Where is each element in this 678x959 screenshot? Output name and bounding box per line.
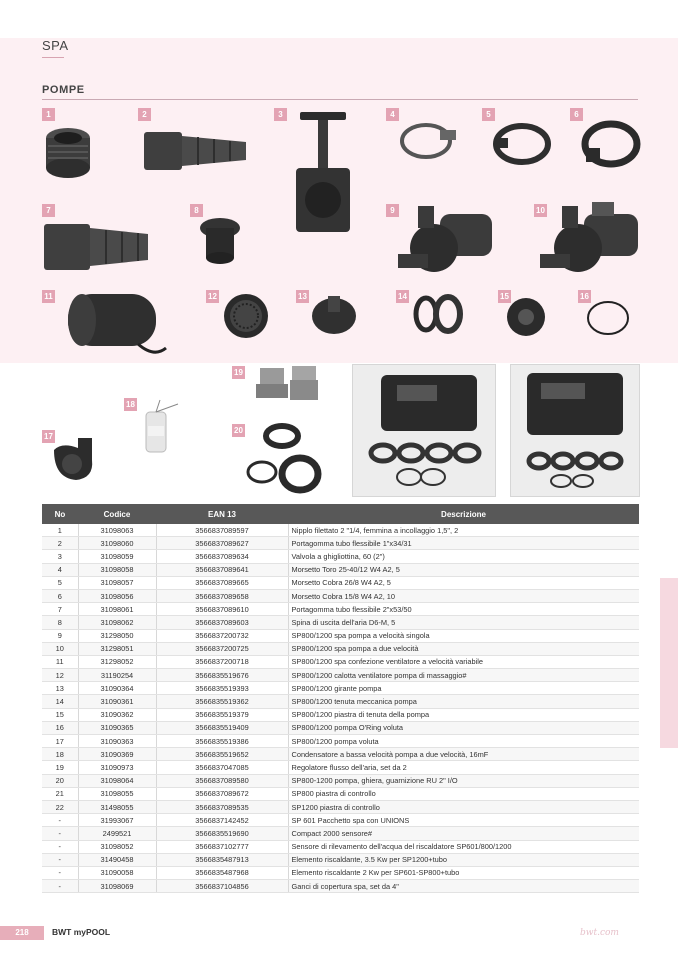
hose-barb-2-image: [40, 218, 152, 276]
union-nut-gasket-image: [244, 422, 324, 498]
cell-description: SP800/1200 spa confezione ventilatore a velocità variabile: [288, 655, 639, 668]
cell-description: SP800/1200 calotta ventilatore pompa di massaggio#: [288, 669, 639, 682]
single-speed-pump-image: [396, 200, 496, 280]
sp800-control-photo: [352, 364, 496, 497]
table-row: [42, 774, 639, 787]
cell-code: 31090362: [78, 708, 156, 721]
air-outlet-plug-image: [196, 214, 244, 266]
volute-image: [48, 432, 96, 484]
cell-no: 12: [42, 669, 78, 682]
cobra-clamp-26-image: [490, 120, 554, 168]
cell-ean: 3566837089672: [156, 787, 288, 800]
air-flow-regulator-image: [254, 360, 326, 410]
subsection-title: POMPE: [42, 84, 85, 96]
cell-no: 15: [42, 708, 78, 721]
table-row: [42, 524, 639, 537]
cell-description: Valvola a ghigliottina, 60 (2"): [288, 550, 639, 563]
cell-ean: 3566837089597: [156, 524, 288, 537]
table-row: [42, 669, 639, 682]
cell-ean: 3566837200732: [156, 629, 288, 642]
cell-ean: 3566837142452: [156, 814, 288, 827]
badge-19: 19: [232, 366, 245, 379]
badge-5: 5: [482, 108, 495, 121]
table-row: [42, 682, 639, 695]
cell-description: SP800/1200 piastra di tenuta della pompa: [288, 708, 639, 721]
table-row: [42, 537, 639, 550]
badge-9: 9: [386, 204, 399, 217]
table-row: [42, 735, 639, 748]
cell-description: SP800/1200 tenuta meccanica pompa: [288, 695, 639, 708]
cell-description: Regolatore flusso dell'aria, set da 2: [288, 761, 639, 774]
table-row: [42, 695, 639, 708]
cell-ean: 3566837104856: [156, 880, 288, 893]
table-row: [42, 866, 639, 879]
side-tab: [660, 578, 678, 748]
cell-ean: 3566837089580: [156, 774, 288, 787]
cell-no: 19: [42, 761, 78, 774]
cell-ean: 3566835519379: [156, 708, 288, 721]
cell-code: 31098057: [78, 576, 156, 589]
cell-ean: 3566835519690: [156, 827, 288, 840]
table-row: [42, 603, 639, 616]
cell-code: 31090364: [78, 682, 156, 695]
table-header-row: [42, 504, 639, 524]
cell-no: 16: [42, 721, 78, 734]
cell-code: 31190254: [78, 669, 156, 682]
threaded-nipple-image: [40, 122, 102, 184]
cell-no: -: [42, 866, 78, 879]
badge-8: 8: [190, 204, 203, 217]
badge-12: 12: [206, 290, 219, 303]
footer-logo: bwt.com: [580, 928, 619, 938]
impeller-image: [310, 292, 358, 338]
cell-no: -: [42, 827, 78, 840]
cell-no: -: [42, 840, 78, 853]
cell-ean: 3566835519652: [156, 748, 288, 761]
badge-10: 10: [534, 204, 547, 217]
toro-clamp-image: [396, 120, 462, 162]
cell-no: -: [42, 853, 78, 866]
badge-13: 13: [296, 290, 309, 303]
cell-no: 10: [42, 642, 78, 655]
cell-description: Compact 2000 sensore#: [288, 827, 639, 840]
badge-2: 2: [138, 108, 151, 121]
cell-description: SP 601 Pacchetto spa con UNIONS: [288, 814, 639, 827]
table-row: [42, 827, 639, 840]
subsection-rule: [42, 99, 638, 100]
cell-code: 31098059: [78, 550, 156, 563]
cell-no: 7: [42, 603, 78, 616]
cell-code: 31298051: [78, 642, 156, 655]
table-row: [42, 708, 639, 721]
cell-ean: 3566837089658: [156, 589, 288, 602]
cell-code: 31090369: [78, 748, 156, 761]
cell-description: Portagomma tubo flessibile 2"x53/50: [288, 603, 639, 616]
table-row: [42, 721, 639, 734]
cell-no: 4: [42, 563, 78, 576]
o-ring-image: [584, 298, 632, 338]
badge-3: 3: [274, 108, 287, 121]
header-no: No: [42, 504, 78, 524]
cell-code: 31098058: [78, 563, 156, 576]
badge-7: 7: [42, 204, 55, 217]
badge-17: 17: [42, 430, 55, 443]
header-code: Codice: [78, 504, 156, 524]
cell-no: 17: [42, 735, 78, 748]
badge-1: 1: [42, 108, 55, 121]
cell-code: 31098062: [78, 616, 156, 629]
cell-ean: 3566835519676: [156, 669, 288, 682]
table-row: [42, 853, 639, 866]
cell-description: SP800/1200 spa pompa a velocità singola: [288, 629, 639, 642]
section-underline: [42, 57, 64, 58]
cell-description: SP800/1200 pompa voluta: [288, 735, 639, 748]
table-row: [42, 840, 639, 853]
cell-ean: 3566837089535: [156, 800, 288, 813]
cell-code: 31090361: [78, 695, 156, 708]
footer-brand: BWT myPOOL: [52, 927, 111, 937]
table-row: [42, 589, 639, 602]
cell-description: SP800/1200 girante pompa: [288, 682, 639, 695]
table-row: [42, 787, 639, 800]
cell-no: 11: [42, 655, 78, 668]
table-row: [42, 880, 639, 893]
table-row: [42, 800, 639, 813]
cell-code: 31098061: [78, 603, 156, 616]
cell-code: 31090365: [78, 721, 156, 734]
capacitor-image: [138, 398, 186, 460]
table-row: [42, 761, 639, 774]
cobra-clamp-15-image: [580, 118, 642, 170]
gate-valve-image: [290, 110, 356, 236]
cell-description: Morsetto Cobra 26/8 W4 A2, 5: [288, 576, 639, 589]
cell-code: 31298050: [78, 629, 156, 642]
cell-description: Elemento riscaldante 2 Kw per SP601-SP800+tubo: [288, 866, 639, 879]
cell-no: 1: [42, 524, 78, 537]
cell-ean: 3566835519409: [156, 721, 288, 734]
cell-code: 31098069: [78, 880, 156, 893]
table-row: [42, 655, 639, 668]
header-description: Descrizione: [288, 504, 639, 524]
cell-description: SP800/1200 spa pompa a due velocità: [288, 642, 639, 655]
two-speed-pump-image: [538, 198, 642, 278]
badge-14: 14: [396, 290, 409, 303]
cell-description: Ganci di copertura spa, set da 4": [288, 880, 639, 893]
table-row: [42, 629, 639, 642]
cell-ean: 3566835519386: [156, 735, 288, 748]
badge-11: 11: [42, 290, 55, 303]
cell-no: 20: [42, 774, 78, 787]
cell-ean: 3566837089610: [156, 603, 288, 616]
cell-ean: 3566835487968: [156, 866, 288, 879]
cell-ean: 3566835519393: [156, 682, 288, 695]
cell-code: 31490458: [78, 853, 156, 866]
cell-description: Morsetto Toro 25-40/12 W4 A2, 5: [288, 563, 639, 576]
table-row: [42, 576, 639, 589]
seal-plate-image: [504, 296, 548, 338]
cell-description: SP800-1200 pompa, ghiera, guarnizione RU 2" I/O: [288, 774, 639, 787]
header-ean: EAN 13: [156, 504, 288, 524]
cell-code: 31298052: [78, 655, 156, 668]
cell-description: Nipplo filettato 2 "1/4, femmina a incollaggio 1,5", 2: [288, 524, 639, 537]
cell-no: 18: [42, 748, 78, 761]
cell-description: Spina di uscita dell'aria D6-M, 5: [288, 616, 639, 629]
cell-description: Sensore di rilevamento dell'acqua del riscaldatore SP601/800/1200: [288, 840, 639, 853]
badge-15: 15: [498, 290, 511, 303]
cell-code: 31098060: [78, 537, 156, 550]
cell-code: 31090973: [78, 761, 156, 774]
section-title: SPA: [42, 38, 69, 53]
cell-description: Portagomma tubo flessibile 1"x34/31: [288, 537, 639, 550]
cell-no: 5: [42, 576, 78, 589]
cell-code: 31098052: [78, 840, 156, 853]
cell-no: 8: [42, 616, 78, 629]
cell-code: 2499521: [78, 827, 156, 840]
table-row: [42, 616, 639, 629]
cell-no: 22: [42, 800, 78, 813]
cell-description: SP1200 piastra di controllo: [288, 800, 639, 813]
cell-ean: 3566837102777: [156, 840, 288, 853]
cell-code: 31098056: [78, 589, 156, 602]
cell-no: 14: [42, 695, 78, 708]
cell-no: 9: [42, 629, 78, 642]
cell-description: Morsetto Cobra 15/8 W4 A2, 10: [288, 589, 639, 602]
cell-no: 13: [42, 682, 78, 695]
table-row: [42, 814, 639, 827]
cell-ean: 3566837200718: [156, 655, 288, 668]
cell-ean: 3566837089641: [156, 563, 288, 576]
badge-16: 16: [578, 290, 591, 303]
hose-barb-image: [140, 126, 250, 176]
badge-6: 6: [570, 108, 583, 121]
cell-ean: 3566837089665: [156, 576, 288, 589]
table-row: [42, 563, 639, 576]
cell-code: 31098063: [78, 524, 156, 537]
table-body: [42, 524, 639, 893]
cell-code: 31090363: [78, 735, 156, 748]
fan-cover-image: [222, 292, 270, 340]
cell-ean: 3566837089603: [156, 616, 288, 629]
cell-description: Elemento riscaldante, 3.5 Kw per SP1200+tubo: [288, 853, 639, 866]
cell-code: 31098064: [78, 774, 156, 787]
cell-ean: 3566837200725: [156, 642, 288, 655]
cell-code: 31993067: [78, 814, 156, 827]
table-row: [42, 642, 639, 655]
badge-4: 4: [386, 108, 399, 121]
cell-no: 21: [42, 787, 78, 800]
badge-20: 20: [232, 424, 245, 437]
cell-ean: 3566837089627: [156, 537, 288, 550]
table-row: [42, 550, 639, 563]
cell-description: SP800 piastra di controllo: [288, 787, 639, 800]
cell-no: -: [42, 880, 78, 893]
blower-image: [58, 286, 170, 360]
cell-ean: 3566837089634: [156, 550, 288, 563]
mechanical-seal-image: [410, 294, 466, 334]
cell-code: 31090058: [78, 866, 156, 879]
cell-description: Condensatore a bassa velocità pompa a due velocità, 16mF: [288, 748, 639, 761]
cell-ean: 3566835519362: [156, 695, 288, 708]
cell-description: SP800/1200 pompa O'Ring voluta: [288, 721, 639, 734]
parts-table: [42, 504, 639, 893]
table-row: [42, 748, 639, 761]
page-number: 218: [0, 926, 44, 940]
cell-ean: 3566835487913: [156, 853, 288, 866]
cell-code: 31098055: [78, 787, 156, 800]
cell-no: 6: [42, 589, 78, 602]
cell-code: 31498055: [78, 800, 156, 813]
sp1200-control-photo: [510, 364, 640, 497]
badge-18: 18: [124, 398, 137, 411]
cell-no: 3: [42, 550, 78, 563]
cell-no: -: [42, 814, 78, 827]
cell-no: 2: [42, 537, 78, 550]
cell-ean: 3566837047085: [156, 761, 288, 774]
